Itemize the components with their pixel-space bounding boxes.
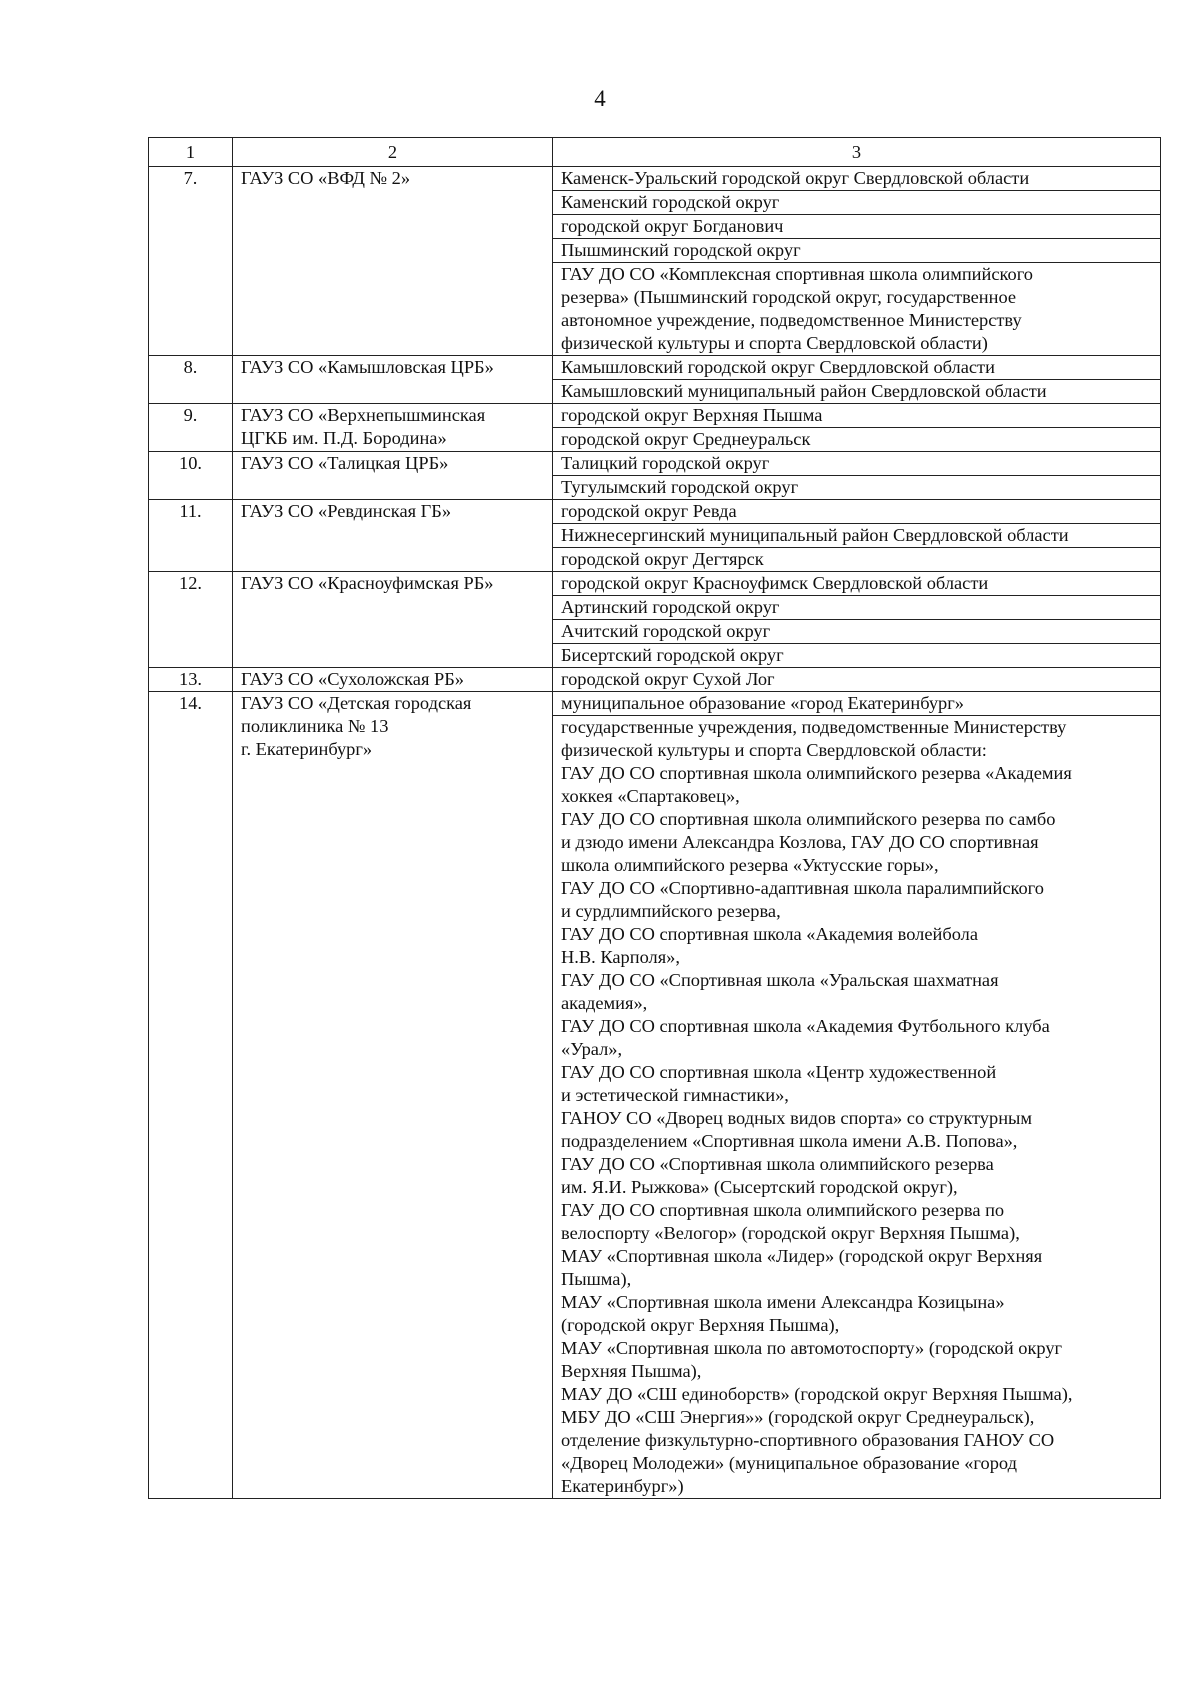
service-area: городской округ Верхняя Пышма (553, 404, 1161, 428)
service-area: Пышминский городской округ (553, 239, 1161, 263)
table-row (149, 500, 1161, 524)
institution-name: ГАУЗ СО «Камышловская ЦРБ» (233, 356, 553, 404)
service-area: городской округ Дегтярск (553, 548, 1161, 572)
institution-name: ГАУЗ СО «Красноуфимская РБ» (233, 572, 553, 668)
row-number: 14. (149, 692, 233, 1499)
institution-name: ГАУЗ СО «Верхнепышминская ЦГКБ им. П.Д. Бородина» (233, 404, 553, 452)
table-row (149, 167, 1161, 191)
table-row (149, 572, 1161, 596)
institutions-table (148, 137, 1161, 1499)
service-area: Артинский городской округ (553, 596, 1161, 620)
service-area: городской округ Ревда (553, 500, 1161, 524)
header-col-1: 1 (149, 138, 233, 167)
service-area: Камышловский муниципальный район Свердловской области (553, 380, 1161, 404)
service-area: Бисертский городской округ (553, 644, 1161, 668)
institution-name: ГАУЗ СО «Детская городская поликлиника № 13 г. Екатеринбург» (233, 692, 553, 1499)
institution-name: ГАУЗ СО «ВФД № 2» (233, 167, 553, 356)
table-row (149, 692, 1161, 716)
row-number: 12. (149, 572, 233, 668)
service-area: Камышловский городской округ Свердловской области (553, 356, 1161, 380)
service-area: городской округ Богданович (553, 215, 1161, 239)
institution-name: ГАУЗ СО «Сухоложская РБ» (233, 668, 553, 692)
row-number: 13. (149, 668, 233, 692)
institution-name: ГАУЗ СО «Талицкая ЦРБ» (233, 452, 553, 500)
service-area: Каменск-Уральский городской округ Свердловской области (553, 167, 1161, 191)
service-area: городской округ Красноуфимск Свердловской области (553, 572, 1161, 596)
table-row (149, 668, 1161, 692)
header-col-2: 2 (233, 138, 553, 167)
row-number: 11. (149, 500, 233, 572)
service-area: государственные учреждения, подведомственные Министерству физической культуры и спорта Свердловской области: ГАУ ДО СО спортивная школа олимпийского резерва «Академия хоккея «Спартаковец», ГАУ ДО СО спортивная школа олимпийского резерва по самбо и дзюдо имени Александра Козлова, ГАУ ДО СО спортивная школа олимпийского резерва «Уктусские горы», ГАУ ДО СО «Спортивно-адаптивная школа паралимпийского и сурдлимпийского резерва, ГАУ ДО СО спортивная школа «Академия волейбола Н.В. Карполя», ГАУ ДО СО «Спортивная школа «Уральская шахматная академия», ГАУ ДО СО спортивная школа «Академия Футбольного клуба «Урал», ГАУ ДО СО спортивная школа «Центр художественной и эстетической гимнастики», ГАНОУ СО «Дворец водных видов спорта» со структурным подразделением «Спортивная школа имени А.В. Попова», ГАУ ДО СО «Спортивная школа олимпийского резерва им. Я.И. Рыжкова» (Сысертский городской округ), ГАУ ДО СО спортивная школа олимпийского резерва по велоспорту «Велогор» (городской округ Верхняя Пышма), МАУ «Спортивная школа «Лидер» (городской округ Верхняя Пышма), МАУ «Спортивная школа имени Александра Козицына» (городской округ Верхняя Пышма), МАУ «Спортивная школа по автомотоспорту» (городской округ Верхняя Пышма), МАУ ДО «СШ единоборств» (городской округ Верхняя Пышма), МБУ ДО «СШ Энергия»» (городской округ Среднеуральск), отделение физкультурно-спортивного образования ГАНОУ СО «Дворец Молодежи» (муниципальное образование «город Екатеринбург») (553, 716, 1161, 1499)
service-area: Ачитский городской округ (553, 620, 1161, 644)
header-col-3: 3 (553, 138, 1161, 167)
service-area: муниципальное образование «город Екатеринбург» (553, 692, 1161, 716)
table-row (149, 404, 1161, 428)
row-number: 8. (149, 356, 233, 404)
service-area: Тугулымский городской округ (553, 476, 1161, 500)
header-row (149, 138, 1161, 167)
table-row (149, 452, 1161, 476)
service-area: городской округ Среднеуральск (553, 428, 1161, 452)
institution-name: ГАУЗ СО «Ревдинская ГБ» (233, 500, 553, 572)
page-number: 4 (594, 86, 606, 111)
service-area: Талицкий городской округ (553, 452, 1161, 476)
service-area: Каменский городской округ (553, 191, 1161, 215)
row-number: 10. (149, 452, 233, 500)
row-number: 9. (149, 404, 233, 452)
row-number: 7. (149, 167, 233, 356)
table-row (149, 356, 1161, 380)
service-area: Нижнесергинский муниципальный район Свердловской области (553, 524, 1161, 548)
service-area: городской округ Сухой Лог (553, 668, 1161, 692)
service-area: ГАУ ДО СО «Комплексная спортивная школа олимпийского резерва» (Пышминский городской округ, государственное автономное учреждение, подведомственное Министерству физической культуры и спорта Свердловской области) (553, 263, 1161, 356)
